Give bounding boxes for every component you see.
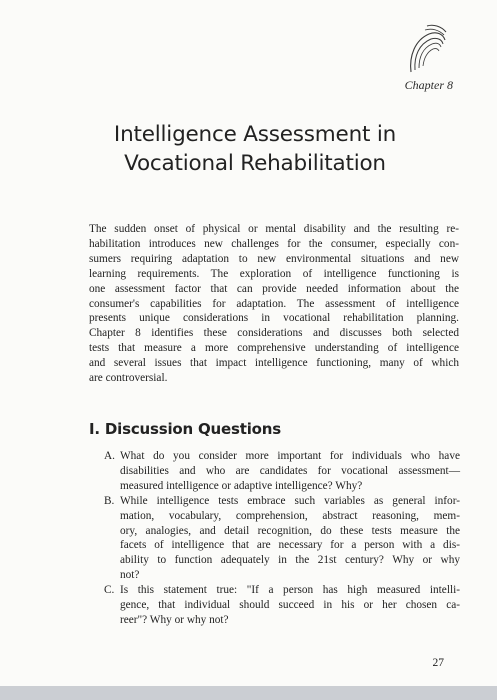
chapter-title <box>40 120 470 178</box>
question-line: not? <box>120 569 140 582</box>
question-item <box>100 583 460 628</box>
question-line: ory, analogies, and detail recognition, do these tests measure the <box>120 524 460 537</box>
intro-line: sumers requiring adaptation to new environmental situations and new <box>89 252 459 265</box>
question-letter: C. <box>104 584 115 597</box>
intro-line: presents unique considerations in vocational rehabilitation planning. <box>89 312 459 325</box>
question-letter: B. <box>104 494 115 507</box>
intro-line: one assessment factor that can provide needed information about the <box>89 282 459 295</box>
question-line: measured intelligence or adaptive intelligence? Why? <box>120 479 363 492</box>
intro-line: tests that measure a more comprehensive understanding of intelligence <box>89 342 459 355</box>
question-line: Is this statement true: "If a person has high measured intelli- <box>120 584 460 597</box>
chapter-ornament-icon <box>405 22 449 76</box>
question-list <box>100 449 460 628</box>
question-letter: A. <box>104 450 115 462</box>
question-line: gence, that individual should succeed in his or her chosen ca- <box>120 599 460 612</box>
question-line: facets of intelligence that are necessary for a person with a dis- <box>120 539 460 552</box>
question-item <box>100 494 460 583</box>
question-line: What do you consider more important for individuals who have <box>120 450 460 462</box>
chapter-title-line-1: Intelligence Assessment in <box>113 122 397 147</box>
page-bottom-edge <box>0 686 497 700</box>
question-line: disabilities and who are candidates for vocational assessment— <box>120 464 460 477</box>
question-item <box>100 449 460 494</box>
intro-line: are controversial. <box>89 372 168 385</box>
question-line: mation, vocabulary, comprehension, abstract reasoning, mem- <box>120 509 460 522</box>
chapter-label: Chapter 8 <box>404 78 453 92</box>
question-line: ability to function adequately in the 21st century? Why or why <box>120 554 460 567</box>
chapter-title-line-2: Vocational Rehabilitation <box>124 151 386 176</box>
intro-line: learning requirements. The exploration of intelligence functioning is <box>89 267 459 280</box>
intro-paragraph <box>89 222 459 386</box>
intro-line: The sudden onset of physical or mental disability and the resulting re- <box>89 223 459 235</box>
question-line: While intelligence tests embrace such variables as general infor- <box>120 494 460 507</box>
section-heading: I. Discussion Questions <box>89 420 281 438</box>
intro-line: and several issues that impact intelligence functioning, many of which <box>89 357 459 370</box>
intro-line: Chapter 8 identifies these considerations and discusses both selected <box>89 327 459 340</box>
intro-line: consumer's capabilities for adaptation. The assessment of intelligence <box>89 297 459 310</box>
page-number: 27 <box>432 657 444 669</box>
question-line: reer"? Why or why not? <box>120 613 229 626</box>
intro-line: habilitation introduces new challenges for the consumer, especially con- <box>89 237 459 250</box>
